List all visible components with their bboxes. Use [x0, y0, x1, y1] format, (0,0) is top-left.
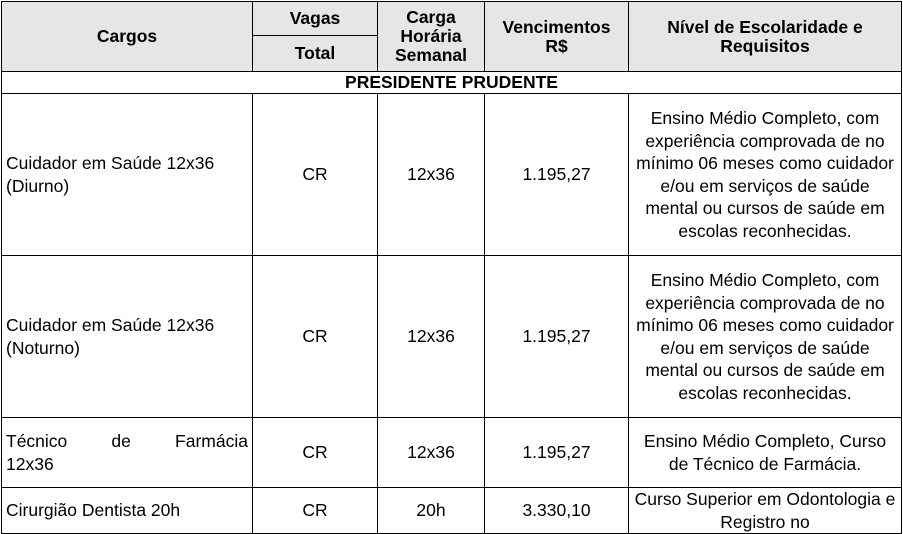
- requisitos-cell: Ensino Médio Completo, com experiência comprovada de no mínimo 06 meses como cuidador e/ou em serviços de saúde mental ou cursos de saúde em escolas reconhecidas.: [629, 256, 902, 418]
- requisitos-cell: Ensino Médio Completo, Curso de Técnico de Farmácia.: [629, 418, 902, 488]
- header-vagas: Vagas: [253, 2, 378, 36]
- header-vencimentos: Vencimentos R$: [485, 2, 629, 72]
- carga-cell: 20h: [378, 488, 485, 534]
- cargo-cell: Cuidador em Saúde 12x36 (Noturno): [2, 256, 253, 418]
- carga-cell: 12x36: [378, 418, 485, 488]
- requisitos-cell: Curso Superior em Odontologia e Registro no: [629, 488, 902, 534]
- positions-table: [1, 1, 902, 534]
- table-row: [2, 418, 902, 488]
- vencimento-cell: 3.330,10: [485, 488, 629, 534]
- header-carga-horaria: Carga Horária Semanal: [378, 2, 485, 72]
- vagas-cell: CR: [253, 256, 378, 418]
- header-nivel-escolaridade: Nível de Escolaridade e Requisitos: [629, 2, 902, 72]
- cargo-line-2: 12x36: [6, 453, 54, 474]
- vencimento-cell: 1.195,27: [485, 256, 629, 418]
- section-title: PRESIDENTE PRUDENTE: [2, 72, 902, 94]
- cargo-cell: Cuidador em Saúde 12x36 (Diurno): [2, 94, 253, 256]
- requisitos-cell: Ensino Médio Completo, com experiência comprovada de no mínimo 06 meses como cuidador e/ou em serviços de saúde mental ou cursos de saúde em escolas reconhecidas.: [629, 94, 902, 256]
- cargo-cell: Cirurgião Dentista 20h: [2, 488, 253, 534]
- vagas-cell: CR: [253, 94, 378, 256]
- section-row: [2, 72, 902, 94]
- header-row-1: [2, 2, 902, 36]
- header-total: Total: [253, 36, 378, 72]
- header-cargos: Cargos: [2, 2, 253, 72]
- vencimento-cell: 1.195,27: [485, 418, 629, 488]
- cargo-cell: [2, 418, 253, 488]
- vencimento-cell: 1.195,27: [485, 94, 629, 256]
- vagas-cell: CR: [253, 418, 378, 488]
- carga-cell: 12x36: [378, 94, 485, 256]
- vagas-cell: CR: [253, 488, 378, 534]
- table-row: [2, 256, 902, 418]
- cargo-line-1: Técnico de Farmácia: [6, 431, 248, 451]
- table-row: [2, 94, 902, 256]
- table-row: [2, 488, 902, 534]
- carga-cell: 12x36: [378, 256, 485, 418]
